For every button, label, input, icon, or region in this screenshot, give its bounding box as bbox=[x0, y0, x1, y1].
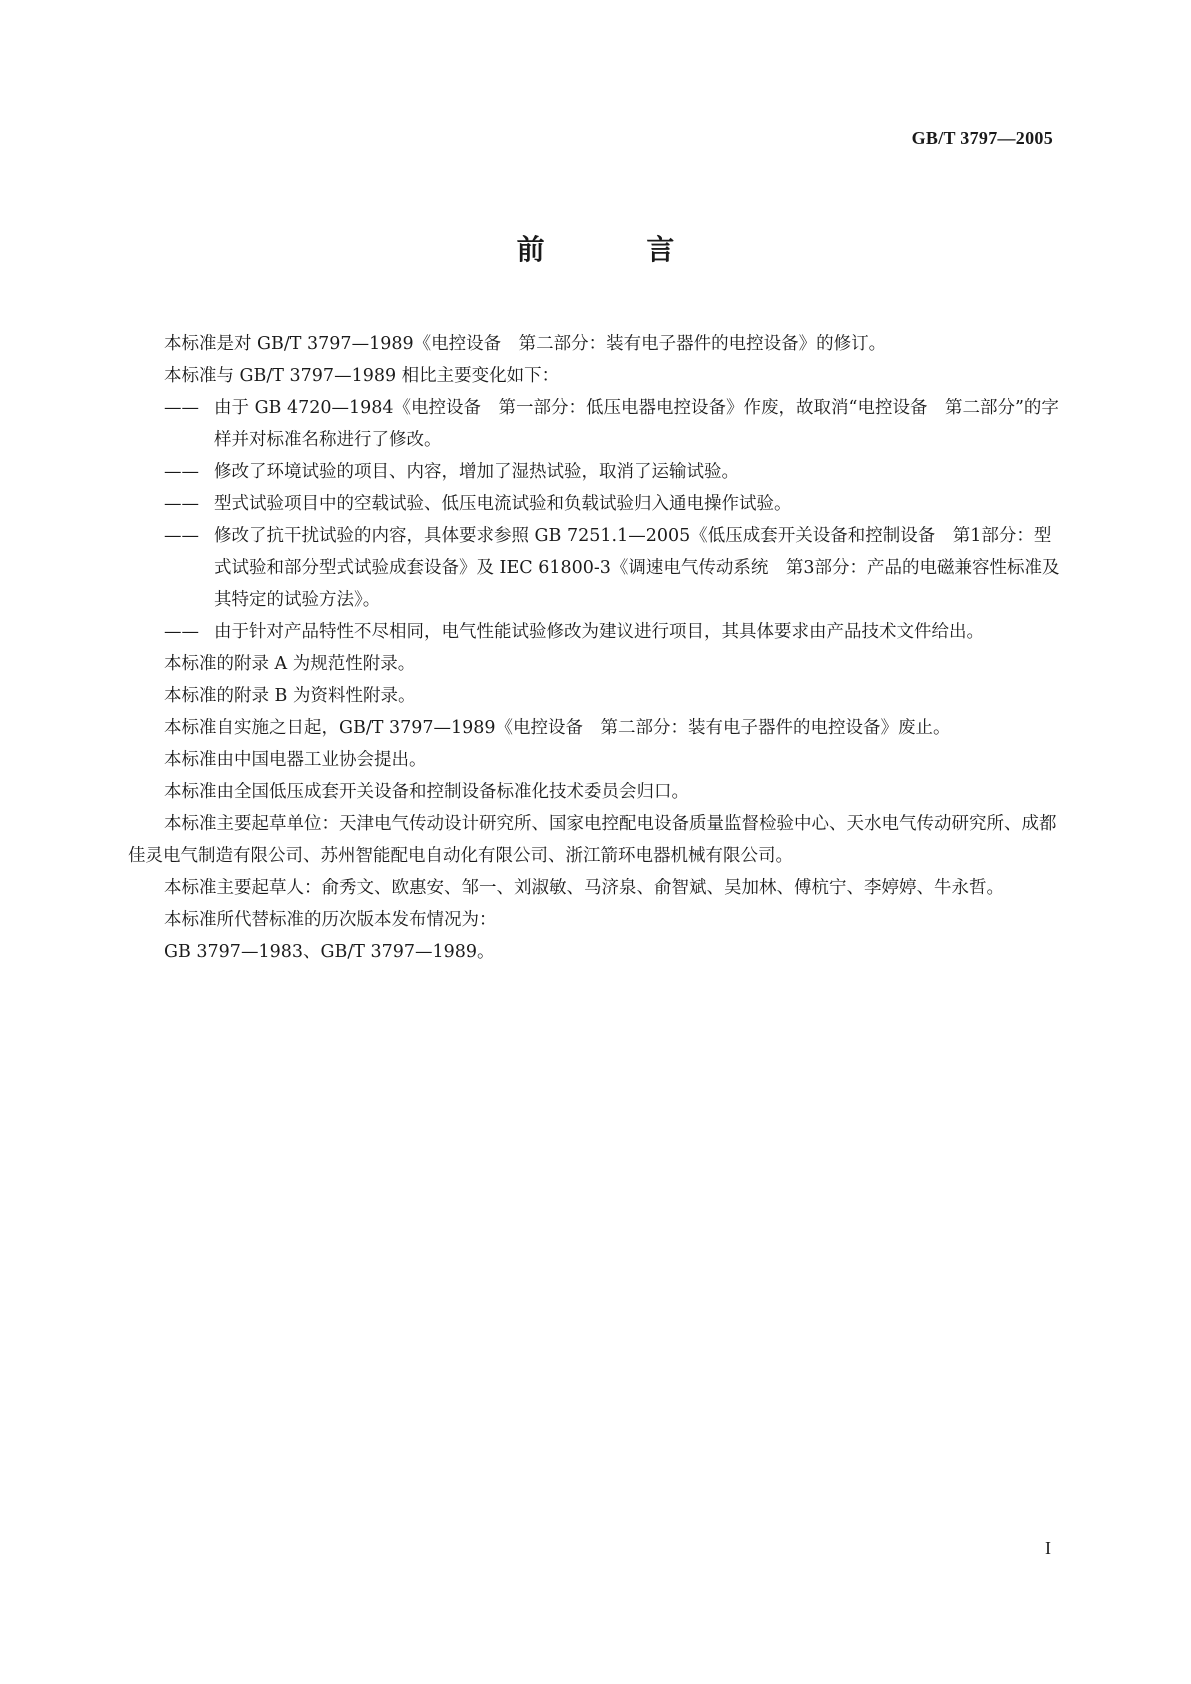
list-item bbox=[128, 456, 1068, 488]
paragraph: 本标准主要起草单位：天津电气传动设计研究所、国家电控配电设备质量监督检验中心、天水电气传动研究所、成都佳灵电气制造有限公司、苏州智能配电自动化有限公司、浙江箭环电器机械有限公司。 bbox=[128, 814, 1057, 866]
paragraph: 本标准是对 GB/T 3797—1989《电控设备 第二部分：装有电子器件的电控设备》的修订。 bbox=[164, 334, 887, 354]
document-code: GB/T 3797—2005 bbox=[911, 128, 1053, 148]
dash-marker: —— bbox=[164, 494, 199, 514]
paragraph: GB 3797—1983、GB/T 3797—1989。 bbox=[164, 942, 495, 962]
paragraph: 本标准自实施之日起，GB/T 3797—1989《电控设备 第二部分：装有电子器件的电控设备》废止。 bbox=[164, 718, 951, 738]
dash-marker: —— bbox=[164, 526, 199, 546]
paragraph: 本标准的附录 B 为资料性附录。 bbox=[164, 686, 416, 706]
dash-marker: —— bbox=[164, 398, 199, 418]
page-title: 前 言 bbox=[516, 233, 721, 266]
list-item-text: 修改了环境试验的项目、内容，增加了湿热试验，取消了运输试验。 bbox=[214, 462, 739, 482]
paragraph: 本标准所代替标准的历次版本发布情况为： bbox=[164, 910, 497, 930]
document-body bbox=[128, 328, 1068, 968]
dash-marker: —— bbox=[164, 462, 199, 482]
list-item bbox=[128, 488, 1068, 520]
list-item bbox=[128, 520, 1068, 616]
list-item-text: 型式试验项目中的空载试验、低压电流试验和负载试验归入通电操作试验。 bbox=[214, 494, 792, 514]
list-item-text: 修改了抗干扰试验的内容，具体要求参照 GB 7251.1—2005《低压成套开关设备和控制设备 第1部分：型式试验和部分型式试验成套设备》及 IEC 61800-3《调速电气传动系统 第3部分：产品的电磁兼容性标准及其特定的试验方法》。 bbox=[214, 526, 1060, 610]
paragraph: 本标准与 GB/T 3797—1989 相比主要变化如下： bbox=[164, 366, 560, 386]
list-item-text: 由于 GB 4720—1984《电控设备 第一部分：低压电器电控设备》作废，故取消“电控设备 第二部分”的字样并对标准名称进行了修改。 bbox=[214, 398, 1059, 450]
page-number: I bbox=[1045, 1538, 1051, 1558]
list-item-text: 由于针对产品特性不尽相同，电气性能试验修改为建议进行项目，其具体要求由产品技术文件给出。 bbox=[214, 622, 984, 642]
paragraph: 本标准主要起草人：俞秀文、欧惠安、邹一、刘淑敏、马济泉、俞智斌、吴加林、傅杭宁、李婷婷、牛永哲。 bbox=[164, 878, 1004, 898]
paragraph: 本标准由全国低压成套开关设备和控制设备标准化技术委员会归口。 bbox=[164, 782, 689, 802]
list-item bbox=[128, 616, 1068, 648]
paragraph: 本标准由中国电器工业协会提出。 bbox=[164, 750, 427, 770]
paragraph: 本标准的附录 A 为规范性附录。 bbox=[164, 654, 416, 674]
list-item bbox=[128, 392, 1068, 456]
dash-marker: —— bbox=[164, 622, 199, 642]
